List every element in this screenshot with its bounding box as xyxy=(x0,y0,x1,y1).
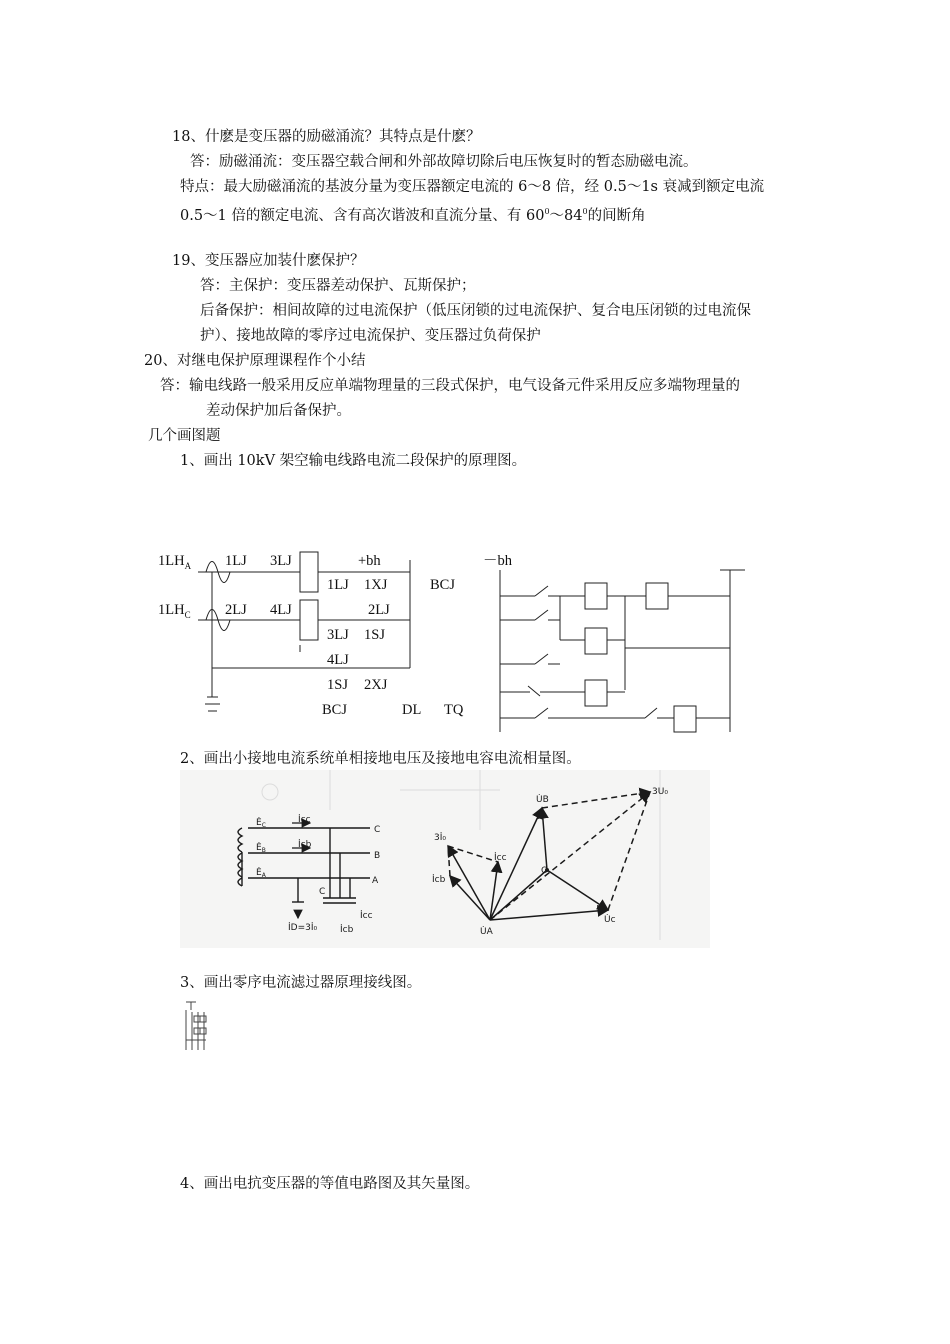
label-1lj-contact: 1LJ xyxy=(327,577,349,593)
label-tq: TQ xyxy=(444,702,464,718)
drawing-section-title: 几个画图题 xyxy=(148,428,221,444)
phasor-icb: İcb xyxy=(432,875,446,885)
drawing-item-2: 2、画出小接地电流系统单相接地电压及接地电容电流相量图。 xyxy=(180,751,581,767)
phasor-ub: U̇B xyxy=(536,795,549,805)
phasor-ea: $Ė_A$ xyxy=(256,868,266,879)
phasor-origin: O xyxy=(541,866,549,876)
label-4lj: 4LJ xyxy=(270,602,292,618)
phasor-line-a: A xyxy=(372,876,379,886)
label-1lh-a: $1LH_A$ xyxy=(158,553,192,571)
phasor-3u0: 3U₀ xyxy=(652,787,668,797)
phasor-icb-label: İcb xyxy=(298,840,312,850)
phasor-uc: U̇c xyxy=(604,915,616,925)
phasor-line-c: C xyxy=(374,825,381,835)
label-3lj-contact: 3LJ xyxy=(327,627,349,643)
phasor-icb-bottom: İcb xyxy=(340,925,354,935)
q19-main: 答：主保护：变压器差动保护、瓦斯保护； xyxy=(200,278,476,294)
phasor-line-b: B xyxy=(374,851,381,861)
phasor-ec: $Ė_C$ xyxy=(256,818,266,829)
label-dl: DL xyxy=(402,702,422,718)
phasor-icc-label: İcc xyxy=(298,815,311,825)
q20-question: 20、对继电保护原理课程作个小结 xyxy=(144,353,366,369)
phasor-3i0: 3İ₀ xyxy=(434,833,446,843)
label-1sj: 1SJ xyxy=(364,627,385,643)
label-1lj: 1LJ xyxy=(225,553,247,569)
q18-answer: 答：励磁涌流：变压器空载合闸和外部故障切除后电压恢复时的暂态励磁电流。 xyxy=(190,154,698,170)
q18-feature-line1: 特点：最大励磁涌流的基波分量为变压器额定电流的 6～8 倍，经 0.5～1s 衰减到额定电流 xyxy=(180,179,765,195)
label-bcj-bottom: BCJ xyxy=(322,702,347,718)
label-1xj: 1XJ xyxy=(364,577,388,593)
label-2xj: 2XJ xyxy=(364,677,388,693)
label-2lj: 2LJ xyxy=(225,602,247,618)
label-2lj-contact: 2LJ xyxy=(368,602,390,618)
label-1sj-contact: 1SJ xyxy=(327,677,348,693)
label-3lj: 3LJ xyxy=(270,553,292,569)
phasor-id-label: İD=3İ₀ xyxy=(288,923,318,933)
label-1lh-c: $1LH_C$ xyxy=(158,602,191,620)
q20-answer-line1: 答：输电线路一般采用反应单端物理量的三段式保护，电气设备元件采用反应多端物理量的 xyxy=(160,378,740,394)
phasor-diagram xyxy=(180,770,710,948)
q19-backup-line1: 后备保护：相间故障的过电流保护（低压闭锁的过电流保护、复合电压闭锁的过电流保 xyxy=(200,303,751,319)
zero-sequence-filter-thumbnail xyxy=(182,1000,208,1052)
phasor-eb: $Ė_B$ xyxy=(256,843,266,854)
phasor-icc: İcc xyxy=(494,853,507,863)
q18-question: 18、什麽是变压器的励磁涌流？其特点是什麽？ xyxy=(172,129,481,145)
label-plus-bh: +bh xyxy=(358,553,381,569)
drawing-item-3: 3、画出零序电流滤过器原理接线图。 xyxy=(180,975,422,991)
label-bcj-top: BCJ xyxy=(430,577,455,593)
q19-question: 19、变压器应加装什麽保护？ xyxy=(172,253,365,269)
q18-feature-line2: 0.5～1 倍的额定电流、含有高次谐波和直流分量、有 $60^0\sim 84^0$的间断角 xyxy=(180,207,646,224)
phasor-cap-label: C xyxy=(319,887,326,897)
label-4lj-contact: 4LJ xyxy=(327,652,349,668)
q20-answer-line2: 差动保护加后备保护。 xyxy=(206,403,351,419)
label-minus-bh: －bh xyxy=(483,553,512,569)
q19-backup-line2: 护）、接地故障的零序过电流保护、变压器过负荷保护 xyxy=(200,328,541,344)
phasor-ua: U̇A xyxy=(480,927,493,937)
drawing-item-4: 4、画出电抗变压器的等值电路图及其矢量图。 xyxy=(180,1176,480,1192)
drawing-item-1: 1、画出 10kV 架空输电线路电流二段保护的原理图。 xyxy=(180,453,527,469)
phasor-icc-bottom: İcc xyxy=(360,911,373,921)
phasor-diagram-image xyxy=(180,770,710,948)
